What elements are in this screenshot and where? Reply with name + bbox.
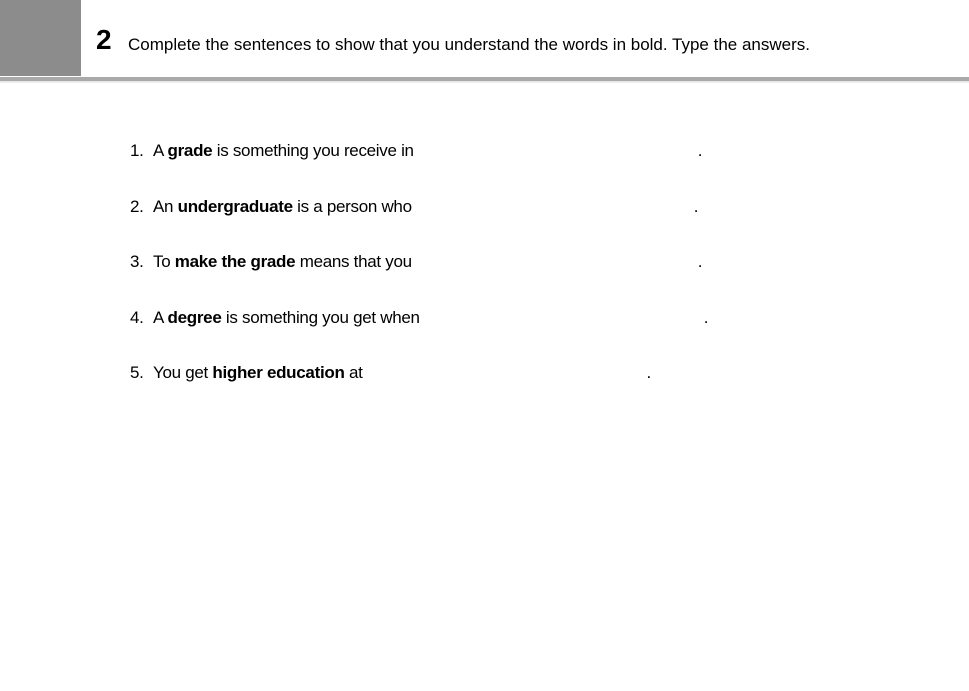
question-text-before: You get [153,363,213,382]
question-number: 5. [130,363,144,382]
question-text-after: is something you get when [221,307,420,327]
sentence-period: . [703,307,709,327]
exercise-instruction: Complete the sentences to show that you understand the words in bold. Type the answers. [128,35,810,54]
question-text-before: A [153,141,168,160]
sentence-period: . [697,252,703,271]
question-text-after: means that you [295,252,412,271]
question-bold-term: undergraduate [177,196,293,216]
header-divider [0,77,969,83]
question-number: 4. [130,307,144,327]
answer-input-5[interactable] [369,362,647,386]
answer-input-3[interactable] [418,251,698,275]
exercise-number: 2 [96,24,112,55]
question-bold-term: degree [167,307,222,327]
answer-input-1[interactable] [420,140,698,164]
question-list [130,138,708,416]
question-item [130,194,708,250]
answer-input-2[interactable] [418,196,694,220]
sentence-period: . [693,196,699,216]
question-item [130,138,708,194]
question-text-after: at [344,363,363,382]
header-accent-block [0,0,81,76]
question-text-before: An [153,196,178,216]
question-bold-term: higher education [212,363,345,382]
question-item [130,305,708,361]
question-bold-term: make the grade [174,252,296,271]
question-item [130,360,708,416]
question-text-after: is something you receive in [212,141,414,160]
question-item [130,249,708,305]
sentence-period: . [697,141,703,160]
question-number: 3. [130,252,144,271]
question-text-after: is a person who [292,196,412,216]
answer-input-4[interactable] [426,307,704,331]
question-text-before: To [153,252,175,271]
question-bold-term: grade [167,141,213,160]
question-number: 1. [130,141,144,160]
question-text-before: A [153,307,168,327]
sentence-period: . [646,363,651,382]
question-number: 2. [130,196,144,216]
